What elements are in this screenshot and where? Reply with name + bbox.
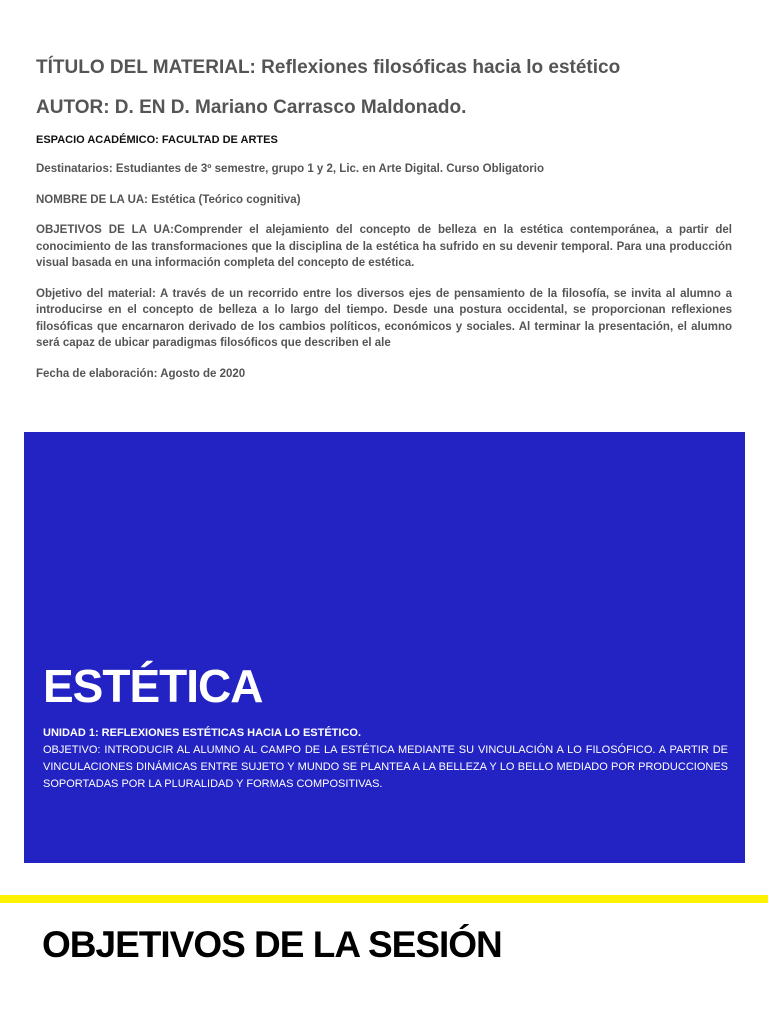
- author: AUTOR: D. EN D. Mariano Carrasco Maldonado.: [36, 97, 467, 118]
- elaboration-date: Fecha de elaboración: Agosto de 2020: [36, 367, 246, 380]
- material-title-label: TÍTULO DEL MATERIAL:: [36, 57, 256, 78]
- session-objectives-title: OBJETIVOS DE LA SESIÓN: [42, 924, 502, 965]
- document-header: [36, 56, 732, 396]
- slide-objective: OBJETIVO: INTRODUCIR AL ALUMNO AL CAMPO DE LA ESTÉTICA MEDIANTE SU VINCULACIÓN A LO FILOSÓFICO. A PARTIR DE VINCULACIONES DINÁMICAS ENTRE SUJETO Y MUNDO SE PLANTEA A LA BELLEZA Y LO BELLO MEDIADO POR PRODUCCIONES SOPORTADAS POR LA PLURALIDAD Y FORMAS COMPOSITIVAS.: [43, 744, 728, 790]
- accent-bar: [0, 895, 768, 903]
- slide-title: ESTÉTICA: [43, 660, 263, 712]
- ua-name: NOMBRE DE LA UA: Estética (Teórico cognitiva): [36, 193, 301, 206]
- recipients: Destinatarios: Estudiantes de 3º semestre, grupo 1 y 2, Lic. en Arte Digital. Curso Obligatorio: [36, 163, 544, 175]
- material-title: [36, 56, 732, 80]
- material-title-value: Reflexiones filosóficas hacia lo estético: [261, 57, 621, 78]
- material-objective: Objetivo del material: A través de un recorrido entre los diversos ejes de pensamiento de la filosofía, se invita al alumno a introducirse en el concepto de belleza a lo largo del tiempo. Desde una postura occidental, se proporcionan reflexiones filosóficas que encarnaron derivado de los cambios políticos, económicos y sociales. Al terminar la presentación, el alumno será capaz de ubicar paradigmas filosóficos que describen el ale: [36, 287, 732, 349]
- ua-objectives: OBJETIVOS DE LA UA:Comprender el alejamiento del concepto de belleza en la estética contemporánea, a partir del conocimiento de las transformaciones que la disciplina de la estética ha sufrido en su devenir temporal. Para una producción visual basada en una información completa del concepto de estética.: [36, 224, 732, 269]
- estetica-slide: [24, 432, 745, 863]
- slide-unit: UNIDAD 1: REFLEXIONES ESTÉTICAS HACIA LO ESTÉTICO.: [43, 727, 362, 739]
- academic-space: ESPACIO ACADÉMICO: FACULTAD DE ARTES: [36, 134, 278, 146]
